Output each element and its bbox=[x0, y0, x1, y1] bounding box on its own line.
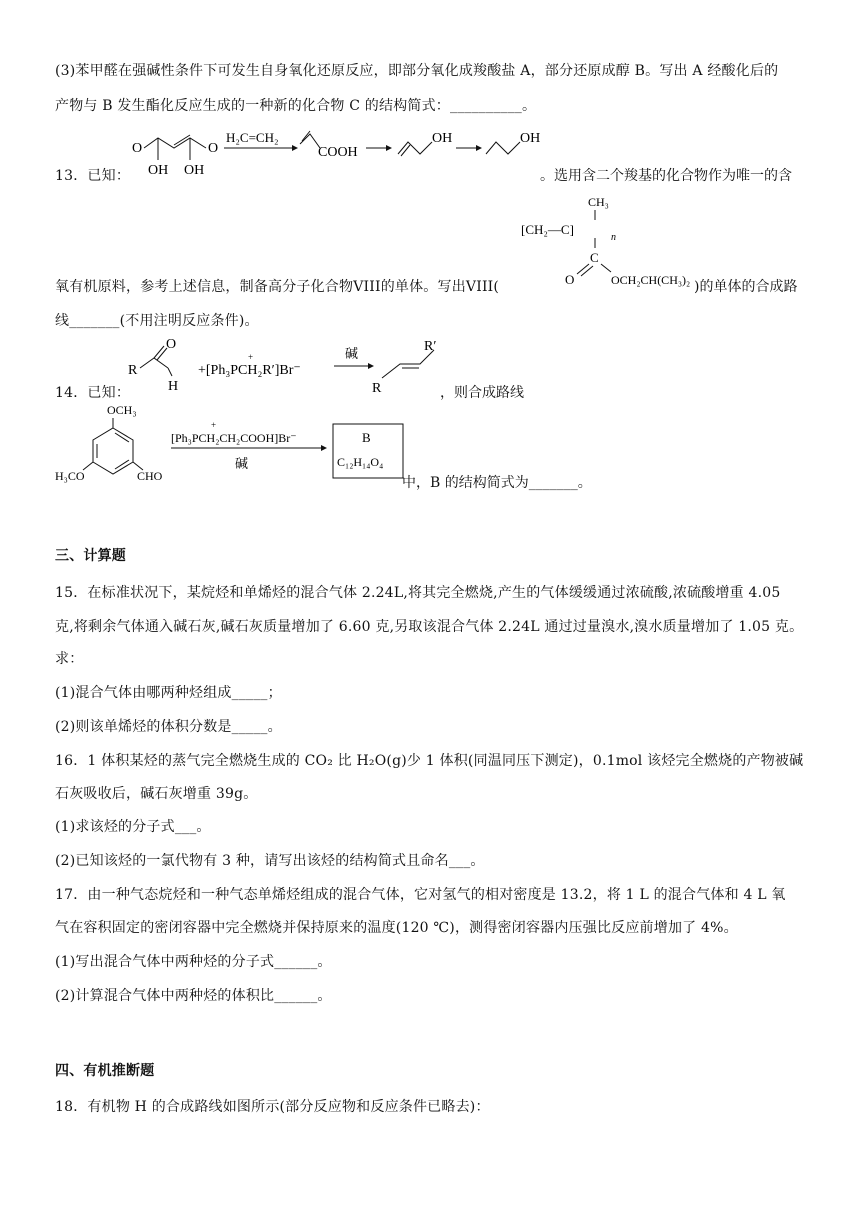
q13-line3: 线_______(不用注明反应条件)。 bbox=[55, 313, 259, 329]
product-rprime: R′ bbox=[424, 339, 437, 354]
q17-line1: 17．由一种气态烷烃和一种气态单烯烃组成的混合气体，它对氢气的相对密度是 13.2，将 1 L 的混合气体和 4 L 氧 bbox=[55, 887, 786, 903]
q14-number: 14．已知： bbox=[55, 385, 131, 401]
q18-line1: 18．有机物 H 的合成路线如图所示(部分反应物和反应条件已略去)： bbox=[55, 1099, 490, 1115]
q14-question: 中，B 的结构简式为_______。 bbox=[402, 475, 592, 491]
q13-reaction-scheme bbox=[120, 124, 540, 184]
repeat-n: n bbox=[611, 232, 616, 243]
q17-sub1: (1)写出混合气体中两种烃的分子式______。 bbox=[55, 954, 332, 970]
svg-text:O: O bbox=[208, 141, 219, 156]
q15-line2: 克,将剩余气体通入碱石灰,碱石灰质量增加了 6.60 克,另取该混合气体 2.24L 通过过量溴水,溴水质量增加了 1.05 克。 bbox=[55, 619, 804, 635]
route-reagent: [Ph₃PCH₂CH₂COOH]Br⁻ bbox=[171, 431, 297, 445]
q15-line1: 15．在标准状况下，某烷烃和单烯烃的混合气体 2.24L,将其完全燃烧,产生的气体缓缓通过浓硫酸,浓硫酸增重 4.05 bbox=[55, 585, 781, 601]
q17-line2: 气在容积固定的密闭容器中完全燃烧并保持原来的温度(120 ℃)，测得密闭容器内压强比反应前增加了 4%。 bbox=[55, 920, 738, 936]
route-base: 碱 bbox=[235, 456, 249, 471]
benzene-ring bbox=[93, 428, 133, 474]
methoxy-left: H₃CO bbox=[55, 469, 85, 483]
q13-number: 13．已知： bbox=[55, 168, 131, 184]
q17-sub2: (2)计算混合气体中两种烃的体积比______。 bbox=[55, 988, 332, 1004]
carbonyl-c: C bbox=[590, 250, 599, 265]
q16-sub1: (1)求该烃的分子式___。 bbox=[55, 819, 211, 835]
q13-line1-tail: 。选用含二个羧基的化合物作为唯一的含 bbox=[540, 168, 792, 184]
cooh-label: COOH bbox=[318, 145, 358, 160]
q16-line1: 16．1 体积某烃的蒸气完全燃烧生成的 CO₂ 比 H₂O(g)少 1 体积(同温同压下测定)，0.1mol 该烃完全燃烧的产物被碱 bbox=[55, 753, 804, 769]
svg-text:O: O bbox=[132, 141, 143, 156]
product-r: R bbox=[372, 381, 382, 396]
ester-group: OCH₂CH(CH₃)₂ bbox=[611, 273, 691, 287]
q14-line1-tail: ，则合成路线 bbox=[440, 385, 524, 401]
oh-label-2: OH bbox=[184, 163, 205, 178]
q15-sub2: (2)则该单烯烃的体积分数是_____。 bbox=[55, 719, 282, 735]
maleic-acid-structure bbox=[132, 135, 218, 178]
ch3-label: CH₃ bbox=[588, 195, 609, 209]
q12-part3-line1: (3)苯甲醛在强碱性条件下可发生自身氧化还原反应，即部分氧化成羧酸盐 A，部分还原成醇 B。写出 A 经酸化后的 bbox=[55, 63, 779, 79]
ylide-reagent: +[Ph₃PCH₂R′]Br⁻ bbox=[198, 363, 301, 378]
oh-label-3: OH bbox=[432, 131, 453, 146]
q15-sub1: (1)混合气体由哪两种烃组成_____； bbox=[55, 685, 282, 701]
q15-line3: 求： bbox=[55, 651, 84, 667]
q12-part3-line2: 产物与 B 发生酯化反应生成的一种新的化合物 C 的结构简式：__________。 bbox=[55, 98, 537, 114]
section-4-title: 四、有机推断题 bbox=[55, 1063, 155, 1079]
svg-text:+: + bbox=[211, 420, 217, 430]
q13-line2-start: 氧有机原料，参考上述信息，制备高分子化合物VIII的单体。写出VIII( bbox=[55, 279, 500, 295]
aldehyde-r: R bbox=[128, 363, 138, 378]
aldehyde-o: O bbox=[166, 337, 177, 352]
carbonyl-o: O bbox=[565, 272, 575, 287]
q16-sub2: (2)已知该烃的一氯代物有 3 种，请写出该烃的结构简式且命名___。 bbox=[55, 853, 485, 869]
q16-line2: 石灰吸收后，碱石灰增重 39g。 bbox=[55, 786, 258, 802]
oh-label-4: OH bbox=[520, 131, 540, 146]
cho-label: CHO bbox=[137, 469, 163, 483]
oh-label-1: OH bbox=[148, 163, 169, 178]
base-label: 碱 bbox=[345, 346, 359, 361]
section-3-title: 三、计算题 bbox=[55, 548, 126, 564]
polymer-viii-structure bbox=[515, 190, 705, 288]
methoxy-top: OCH₃ bbox=[107, 403, 137, 417]
compound-b-label: B bbox=[362, 430, 371, 445]
compound-b-formula: C₁₂H₁₄O₄ bbox=[337, 455, 384, 469]
svg-text:+: + bbox=[248, 352, 254, 362]
aldehyde-h: H bbox=[168, 379, 179, 394]
q14-route-scheme bbox=[55, 400, 415, 492]
q13-line2-end: )的单体的合成路 bbox=[694, 279, 798, 295]
ethylene-reagent: H₂C=CH₂ bbox=[226, 130, 279, 145]
polymer-chain: [CH₂—C] bbox=[521, 222, 574, 237]
q14-wittig-scheme bbox=[120, 334, 460, 398]
